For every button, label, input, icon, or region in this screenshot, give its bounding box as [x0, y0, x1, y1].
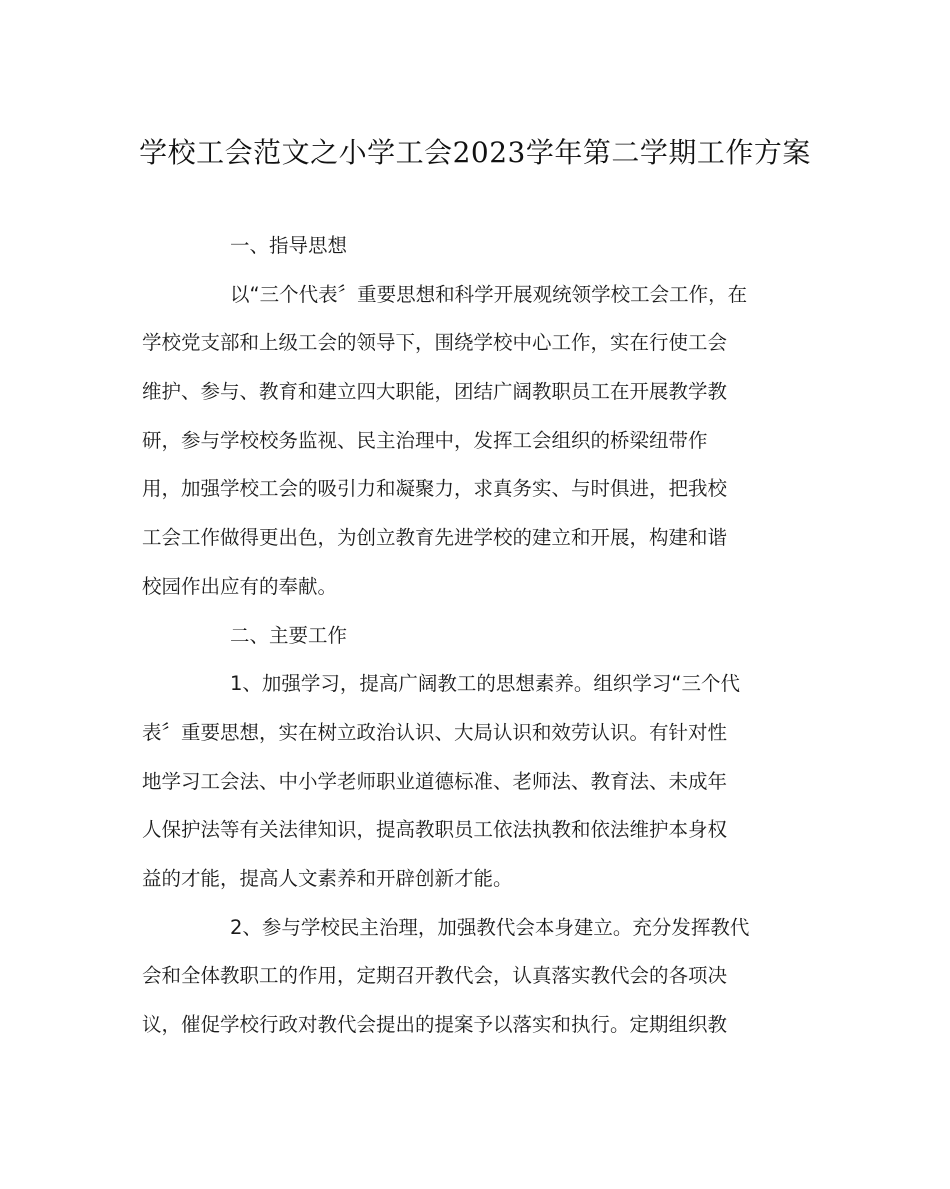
paragraph-line: 人保护法等有关法律知识，提高教职员工依法执教和依法维护本身权 — [142, 818, 728, 842]
paragraph-line: 会和全体教职工的作用，定期召开教代会，认真落实教代会的各项决 — [142, 964, 728, 988]
paragraph-line: 2、参与学校民主治理，加强教代会本身建立。充分发挥教代 — [230, 915, 750, 939]
paragraph-line: 地学习工会法、中小学老师职业道德标准、老师法、教育法、未成年 — [142, 769, 728, 793]
paragraph-line: 维护、参与、教育和建立四大职能，团结广阔教职员工在开展教学教 — [142, 380, 728, 404]
section-heading: 一、指导思想 — [230, 234, 348, 257]
paragraph-line: 表〞重要思想，实在树立政治认识、大局认识和效劳认识。有针对性 — [142, 720, 728, 744]
paragraph-line: 以“三个代表〞重要思想和科学开展观统领学校工会工作，在 — [230, 282, 748, 306]
paragraph-line: 议，催促学校行政对教代会提出的提案予以落实和执行。定期组织教 — [142, 1013, 728, 1036]
paragraph-line: 研，参与学校校务监视、民主治理中，发挥工会组织的桥梁纽带作 — [142, 428, 708, 452]
paragraph-line: 学校党支部和上级工会的领导下，围绕学校中心工作，实在行使工会 — [142, 331, 728, 355]
paragraph-line: 1、加强学习，提高广阔教工的思想素养。组织学习“三个代 — [230, 672, 741, 696]
document-title: 学校工会范文之小学工会2023学年第二学期工作方案 — [139, 136, 811, 169]
paragraph-line: 校园作出应有的奉献。 — [142, 574, 338, 598]
paragraph-line: 用，加强学校工会的吸引力和凝聚力，求真务实、与时俱进，把我校 — [142, 477, 728, 501]
document-body — [142, 222, 807, 1050]
paragraph-line: 工会工作做得更出色，为创立教育先进学校的建立和开展，构建和谐 — [142, 526, 728, 550]
section-heading: 二、主要工作 — [230, 623, 348, 647]
paragraph-line: 益的才能，提高人文素养和开辟创新才能。 — [142, 866, 513, 890]
